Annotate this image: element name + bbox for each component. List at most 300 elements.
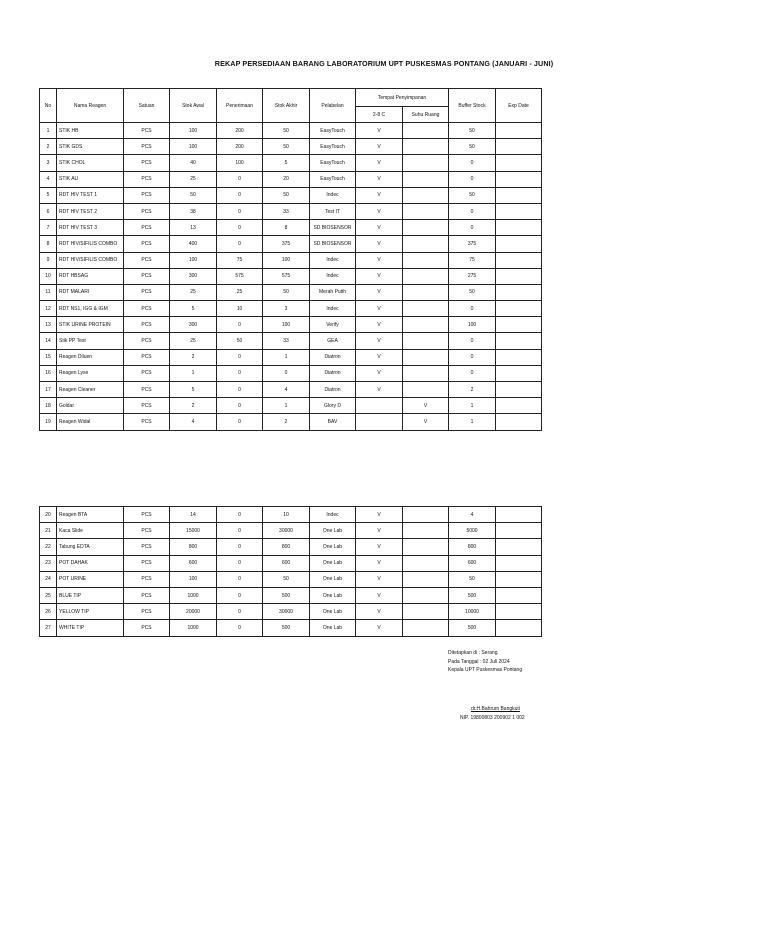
cell-stok-akhir: 0 xyxy=(263,365,310,381)
table-row xyxy=(40,571,542,587)
cell-pelabelan: Diatron xyxy=(310,382,356,398)
table-row xyxy=(40,398,542,414)
table-row xyxy=(40,349,542,365)
cell-nama-reagen: RDT NS1, IGG & IGM xyxy=(57,301,124,317)
cell-pelabelan: Merah Putih xyxy=(310,284,356,300)
cell-nama-reagen: Reagen Diluen xyxy=(57,349,124,365)
cell-stok-akhir: 375 xyxy=(263,236,310,252)
cell-no: 10 xyxy=(40,268,57,284)
cell-satuan: PCS xyxy=(124,268,170,284)
cell-stok-awal: 15000 xyxy=(170,523,217,539)
cell-nama-reagen: RDT HIV TEST 2 xyxy=(57,203,124,219)
table-row xyxy=(40,604,542,620)
cell-suhu-dingin: V xyxy=(356,587,403,603)
cell-suhu-ruang xyxy=(403,139,449,155)
cell-pelabelan: EasyTouch xyxy=(310,123,356,139)
cell-suhu-dingin: V xyxy=(356,123,403,139)
cell-stok-akhir: 100 xyxy=(263,252,310,268)
cell-pelabelan: GEA xyxy=(310,333,356,349)
cell-penerimaan: 0 xyxy=(217,365,263,381)
cell-penerimaan: 0 xyxy=(217,171,263,187)
cell-suhu-ruang xyxy=(403,317,449,333)
cell-stok-akhir: 20 xyxy=(263,171,310,187)
cell-nama-reagen: STIK CHOL xyxy=(57,155,124,171)
cell-suhu-ruang xyxy=(403,284,449,300)
cell-stok-awal: 800 xyxy=(170,539,217,555)
cell-satuan: PCS xyxy=(124,414,170,430)
cell-penerimaan: 0 xyxy=(217,604,263,620)
cell-exp-date xyxy=(496,333,542,349)
header-stok-awal: Stok Awal xyxy=(170,89,217,123)
cell-suhu-ruang xyxy=(403,349,449,365)
cell-no: 25 xyxy=(40,587,57,603)
cell-stok-awal: 1 xyxy=(170,365,217,381)
cell-penerimaan: 0 xyxy=(217,203,263,219)
cell-suhu-ruang xyxy=(403,365,449,381)
cell-pelabelan: EasyTouch xyxy=(310,171,356,187)
cell-pelabelan: Indec xyxy=(310,187,356,203)
cell-stok-awal: 2 xyxy=(170,349,217,365)
cell-satuan: PCS xyxy=(124,252,170,268)
cell-nama-reagen: RDT HIV/SIFILIS COMBO xyxy=(57,236,124,252)
cell-pelabelan: EasyTouch xyxy=(310,139,356,155)
cell-buffer-stock: 0 xyxy=(449,349,496,365)
header-nama-reagen: Nama Reagen xyxy=(57,89,124,123)
cell-pelabelan: Verify xyxy=(310,317,356,333)
cell-no: 21 xyxy=(40,523,57,539)
cell-no: 11 xyxy=(40,284,57,300)
cell-suhu-ruang xyxy=(403,187,449,203)
cell-stok-awal: 100 xyxy=(170,139,217,155)
cell-nama-reagen: YELLOW TIP xyxy=(57,604,124,620)
signature-name-block xyxy=(460,705,525,722)
table-row xyxy=(40,252,542,268)
cell-exp-date xyxy=(496,382,542,398)
cell-satuan: PCS xyxy=(124,220,170,236)
cell-no: 13 xyxy=(40,317,57,333)
cell-suhu-dingin: V xyxy=(356,171,403,187)
cell-stok-akhir: 50 xyxy=(263,571,310,587)
cell-suhu-dingin: V xyxy=(356,317,403,333)
cell-stok-awal: 1000 xyxy=(170,587,217,603)
header-tempat-penyimpanan: Tempat Penyimpanan xyxy=(356,89,449,107)
table-row xyxy=(40,139,542,155)
cell-pelabelan: Diatron xyxy=(310,349,356,365)
cell-nama-reagen: STIK HB xyxy=(57,123,124,139)
header-penerimaan: Penerimaan xyxy=(217,89,263,123)
cell-exp-date xyxy=(496,252,542,268)
cell-buffer-stock: 0 xyxy=(449,203,496,219)
cell-stok-akhir: 5 xyxy=(263,155,310,171)
cell-pelabelan: Indec xyxy=(310,252,356,268)
cell-no: 2 xyxy=(40,139,57,155)
cell-stok-akhir: 500 xyxy=(263,620,310,636)
cell-suhu-dingin: V xyxy=(356,187,403,203)
cell-satuan: PCS xyxy=(124,523,170,539)
cell-penerimaan: 0 xyxy=(217,620,263,636)
cell-nama-reagen: Stik PP Test xyxy=(57,333,124,349)
cell-stok-awal: 5 xyxy=(170,301,217,317)
cell-pelabelan: Indec xyxy=(310,301,356,317)
cell-pelabelan: One Lab xyxy=(310,555,356,571)
cell-pelabelan: One Lab xyxy=(310,523,356,539)
signature-position: Kepala UPT Puskesmas Pontang xyxy=(448,667,523,673)
cell-stok-akhir: 50 xyxy=(263,187,310,203)
cell-nama-reagen: RDT HIV TEST 1 xyxy=(57,187,124,203)
cell-exp-date xyxy=(496,555,542,571)
cell-penerimaan: 0 xyxy=(217,539,263,555)
cell-exp-date xyxy=(496,523,542,539)
table-row xyxy=(40,220,542,236)
cell-nama-reagen: RDT HIV/SIFILIS COMBO xyxy=(57,252,124,268)
cell-pelabelan: Diatron xyxy=(310,365,356,381)
cell-suhu-dingin: V xyxy=(356,604,403,620)
cell-stok-awal: 50 xyxy=(170,187,217,203)
cell-no: 5 xyxy=(40,187,57,203)
cell-buffer-stock: 0 xyxy=(449,365,496,381)
header-exp-date: Exp Date xyxy=(496,89,542,123)
cell-stok-akhir: 100 xyxy=(263,317,310,333)
cell-pelabelan: One Lab xyxy=(310,539,356,555)
cell-satuan: PCS xyxy=(124,155,170,171)
cell-stok-awal: 4 xyxy=(170,414,217,430)
cell-stok-awal: 1000 xyxy=(170,620,217,636)
cell-penerimaan: 75 xyxy=(217,252,263,268)
header-pelabelan: Pelabelan xyxy=(310,89,356,123)
cell-suhu-ruang xyxy=(403,539,449,555)
cell-exp-date xyxy=(496,155,542,171)
cell-pelabelan: One Lab xyxy=(310,620,356,636)
table-row xyxy=(40,382,542,398)
cell-suhu-ruang xyxy=(403,382,449,398)
cell-satuan: PCS xyxy=(124,333,170,349)
cell-exp-date xyxy=(496,139,542,155)
table-row xyxy=(40,620,542,636)
cell-penerimaan: 25 xyxy=(217,284,263,300)
cell-exp-date xyxy=(496,123,542,139)
table-row xyxy=(40,414,542,430)
inventory-table xyxy=(39,88,542,431)
cell-pelabelan: One Lab xyxy=(310,587,356,603)
cell-buffer-stock: 500 xyxy=(449,587,496,603)
cell-stok-awal: 40 xyxy=(170,155,217,171)
cell-nama-reagen: Reagen Cleaner xyxy=(57,382,124,398)
cell-satuan: PCS xyxy=(124,555,170,571)
cell-pelabelan: SD BIOSENSOR xyxy=(310,236,356,252)
cell-suhu-dingin: V xyxy=(356,620,403,636)
signature-name: dr.H.Bahrum Bangkuti xyxy=(471,706,520,712)
cell-stok-awal: 2 xyxy=(170,398,217,414)
cell-satuan: PCS xyxy=(124,571,170,587)
table-row xyxy=(40,171,542,187)
cell-nama-reagen: Tabung EDTA xyxy=(57,539,124,555)
cell-penerimaan: 200 xyxy=(217,123,263,139)
cell-no: 9 xyxy=(40,252,57,268)
table-row xyxy=(40,268,542,284)
cell-suhu-ruang xyxy=(403,268,449,284)
cell-suhu-dingin: V xyxy=(356,220,403,236)
header-no: No xyxy=(40,89,57,123)
cell-suhu-ruang xyxy=(403,571,449,587)
cell-pelabelan: SD BIOSENSOR xyxy=(310,220,356,236)
cell-buffer-stock: 2 xyxy=(449,382,496,398)
cell-buffer-stock: 0 xyxy=(449,155,496,171)
cell-stok-awal: 100 xyxy=(170,123,217,139)
cell-satuan: PCS xyxy=(124,171,170,187)
cell-buffer-stock: 600 xyxy=(449,555,496,571)
cell-stok-awal: 14 xyxy=(170,507,217,523)
cell-suhu-ruang xyxy=(403,620,449,636)
cell-pelabelan: Glory D xyxy=(310,398,356,414)
cell-nama-reagen: WHITE TIP xyxy=(57,620,124,636)
cell-suhu-ruang xyxy=(403,252,449,268)
inventory-table-continued xyxy=(39,506,542,637)
cell-suhu-dingin: V xyxy=(356,333,403,349)
cell-exp-date xyxy=(496,268,542,284)
cell-stok-akhir: 8 xyxy=(263,220,310,236)
cell-buffer-stock: 10000 xyxy=(449,604,496,620)
cell-nama-reagen: Reagen Widal xyxy=(57,414,124,430)
cell-suhu-dingin: V xyxy=(356,507,403,523)
cell-penerimaan: 0 xyxy=(217,587,263,603)
cell-buffer-stock: 800 xyxy=(449,539,496,555)
cell-exp-date xyxy=(496,301,542,317)
cell-stok-akhir: 33 xyxy=(263,203,310,219)
cell-stok-akhir: 575 xyxy=(263,268,310,284)
cell-suhu-dingin: V xyxy=(356,365,403,381)
cell-exp-date xyxy=(496,236,542,252)
cell-no: 7 xyxy=(40,220,57,236)
table-row xyxy=(40,187,542,203)
cell-satuan: PCS xyxy=(124,284,170,300)
cell-pelabelan: Indec xyxy=(310,268,356,284)
cell-nama-reagen: RDT HBSAG xyxy=(57,268,124,284)
cell-penerimaan: 10 xyxy=(217,301,263,317)
cell-no: 12 xyxy=(40,301,57,317)
cell-penerimaan: 200 xyxy=(217,139,263,155)
cell-satuan: PCS xyxy=(124,349,170,365)
cell-buffer-stock: 50 xyxy=(449,139,496,155)
table-row xyxy=(40,555,542,571)
cell-penerimaan: 0 xyxy=(217,414,263,430)
cell-stok-awal: 25 xyxy=(170,171,217,187)
cell-buffer-stock: 0 xyxy=(449,220,496,236)
cell-no: 15 xyxy=(40,349,57,365)
cell-exp-date xyxy=(496,539,542,555)
cell-buffer-stock: 0 xyxy=(449,301,496,317)
cell-buffer-stock: 0 xyxy=(449,171,496,187)
cell-satuan: PCS xyxy=(124,123,170,139)
cell-exp-date xyxy=(496,398,542,414)
cell-suhu-dingin: V xyxy=(356,252,403,268)
header-suhu-ruang: Suhu Ruang xyxy=(403,107,449,123)
cell-stok-awal: 38 xyxy=(170,203,217,219)
cell-stok-akhir: 4 xyxy=(263,382,310,398)
cell-no: 19 xyxy=(40,414,57,430)
table-row xyxy=(40,301,542,317)
cell-suhu-dingin: V xyxy=(356,301,403,317)
cell-exp-date xyxy=(496,365,542,381)
cell-pelabelan: Indec xyxy=(310,507,356,523)
cell-penerimaan: 0 xyxy=(217,187,263,203)
cell-exp-date xyxy=(496,587,542,603)
cell-nama-reagen: STIK GDS xyxy=(57,139,124,155)
signature-date: Pada Tanggal : 02 Juli 2024 xyxy=(448,658,510,665)
cell-no: 17 xyxy=(40,382,57,398)
cell-stok-akhir: 800 xyxy=(263,539,310,555)
cell-penerimaan: 0 xyxy=(217,317,263,333)
cell-exp-date xyxy=(496,171,542,187)
cell-exp-date xyxy=(496,507,542,523)
cell-buffer-stock: 50 xyxy=(449,284,496,300)
cell-nama-reagen: RDT MALARI xyxy=(57,284,124,300)
cell-no: 23 xyxy=(40,555,57,571)
signature-nip: NIP. 19800803 200902 1 002 xyxy=(460,714,525,721)
cell-suhu-ruang xyxy=(403,171,449,187)
cell-satuan: PCS xyxy=(124,139,170,155)
cell-buffer-stock: 4 xyxy=(449,507,496,523)
cell-nama-reagen: Reagen BTA xyxy=(57,507,124,523)
cell-stok-awal: 600 xyxy=(170,555,217,571)
cell-suhu-dingin: V xyxy=(356,571,403,587)
cell-suhu-dingin: V xyxy=(356,382,403,398)
cell-stok-akhir: 1 xyxy=(263,398,310,414)
cell-buffer-stock: 275 xyxy=(449,268,496,284)
cell-suhu-dingin xyxy=(356,414,403,430)
cell-satuan: PCS xyxy=(124,317,170,333)
cell-suhu-dingin: V xyxy=(356,523,403,539)
cell-suhu-dingin: V xyxy=(356,349,403,365)
cell-suhu-dingin: V xyxy=(356,284,403,300)
cell-pelabelan: BAV xyxy=(310,414,356,430)
cell-penerimaan: 0 xyxy=(217,236,263,252)
cell-nama-reagen: Reagen Lyse xyxy=(57,365,124,381)
cell-suhu-ruang xyxy=(403,301,449,317)
cell-suhu-ruang xyxy=(403,333,449,349)
cell-pelabelan: One Lab xyxy=(310,571,356,587)
cell-buffer-stock: 0 xyxy=(449,333,496,349)
cell-buffer-stock: 375 xyxy=(449,236,496,252)
cell-exp-date xyxy=(496,620,542,636)
cell-no: 26 xyxy=(40,604,57,620)
cell-penerimaan: 0 xyxy=(217,571,263,587)
table-row xyxy=(40,523,542,539)
cell-stok-awal: 25 xyxy=(170,284,217,300)
cell-stok-awal: 300 xyxy=(170,317,217,333)
cell-penerimaan: 0 xyxy=(217,507,263,523)
cell-stok-awal: 100 xyxy=(170,571,217,587)
cell-suhu-dingin: V xyxy=(356,155,403,171)
cell-suhu-dingin: V xyxy=(356,555,403,571)
cell-exp-date xyxy=(496,349,542,365)
table-row xyxy=(40,587,542,603)
cell-no: 16 xyxy=(40,365,57,381)
cell-stok-awal: 25 xyxy=(170,333,217,349)
cell-satuan: PCS xyxy=(124,187,170,203)
cell-penerimaan: 50 xyxy=(217,333,263,349)
cell-suhu-dingin xyxy=(356,398,403,414)
cell-stok-akhir: 30000 xyxy=(263,604,310,620)
cell-satuan: PCS xyxy=(124,539,170,555)
cell-stok-akhir: 500 xyxy=(263,587,310,603)
cell-nama-reagen: RDT HIV TEST 3 xyxy=(57,220,124,236)
page-title: REKAP PERSEDIAAN BARANG LABORATORIUM UPT PUSKESMAS PONTANG (JANUARI - JUNI) xyxy=(214,59,554,68)
cell-stok-akhir: 50 xyxy=(263,284,310,300)
cell-exp-date xyxy=(496,317,542,333)
cell-satuan: PCS xyxy=(124,365,170,381)
cell-exp-date xyxy=(496,604,542,620)
cell-stok-awal: 5 xyxy=(170,382,217,398)
cell-stok-awal: 20000 xyxy=(170,604,217,620)
cell-no: 8 xyxy=(40,236,57,252)
cell-no: 1 xyxy=(40,123,57,139)
cell-suhu-ruang xyxy=(403,123,449,139)
cell-stok-akhir: 2 xyxy=(263,414,310,430)
cell-stok-awal: 100 xyxy=(170,252,217,268)
table-row xyxy=(40,539,542,555)
table-row xyxy=(40,333,542,349)
cell-no: 14 xyxy=(40,333,57,349)
cell-nama-reagen: POT URINE xyxy=(57,571,124,587)
cell-penerimaan: 0 xyxy=(217,523,263,539)
header-satuan: Satuan xyxy=(124,89,170,123)
cell-penerimaan: 0 xyxy=(217,382,263,398)
cell-exp-date xyxy=(496,571,542,587)
cell-nama-reagen: BLUE TIP xyxy=(57,587,124,603)
cell-stok-akhir: 33 xyxy=(263,333,310,349)
cell-suhu-ruang xyxy=(403,220,449,236)
cell-exp-date xyxy=(496,203,542,219)
cell-stok-akhir: 10 xyxy=(263,507,310,523)
cell-nama-reagen: Kaca Slide xyxy=(57,523,124,539)
cell-exp-date xyxy=(496,220,542,236)
cell-stok-akhir: 3 xyxy=(263,301,310,317)
cell-no: 24 xyxy=(40,571,57,587)
cell-buffer-stock: 100 xyxy=(449,317,496,333)
cell-no: 27 xyxy=(40,620,57,636)
cell-suhu-ruang xyxy=(403,203,449,219)
cell-pelabelan: Test IT xyxy=(310,203,356,219)
cell-suhu-dingin: V xyxy=(356,236,403,252)
cell-suhu-dingin: V xyxy=(356,139,403,155)
cell-exp-date xyxy=(496,414,542,430)
cell-pelabelan: EasyTouch xyxy=(310,155,356,171)
header-suhu-dingin: 2-8 C xyxy=(356,107,403,123)
cell-suhu-ruang xyxy=(403,587,449,603)
cell-suhu-dingin: V xyxy=(356,268,403,284)
header-stok-akhir: Stok Akhir xyxy=(263,89,310,123)
cell-satuan: PCS xyxy=(124,604,170,620)
cell-no: 18 xyxy=(40,398,57,414)
table-row xyxy=(40,365,542,381)
cell-nama-reagen: STIK URINE PROTEIN xyxy=(57,317,124,333)
cell-suhu-ruang xyxy=(403,507,449,523)
cell-suhu-ruang xyxy=(403,236,449,252)
cell-penerimaan: 0 xyxy=(217,398,263,414)
cell-satuan: PCS xyxy=(124,203,170,219)
signature-block xyxy=(448,649,522,675)
cell-stok-akhir: 1 xyxy=(263,349,310,365)
cell-nama-reagen: STIK AU xyxy=(57,171,124,187)
table-row xyxy=(40,507,542,523)
cell-no: 3 xyxy=(40,155,57,171)
cell-stok-awal: 400 xyxy=(170,236,217,252)
cell-pelabelan: One Lab xyxy=(310,604,356,620)
cell-stok-akhir: 50 xyxy=(263,139,310,155)
cell-exp-date xyxy=(496,187,542,203)
cell-satuan: PCS xyxy=(124,398,170,414)
cell-satuan: PCS xyxy=(124,507,170,523)
